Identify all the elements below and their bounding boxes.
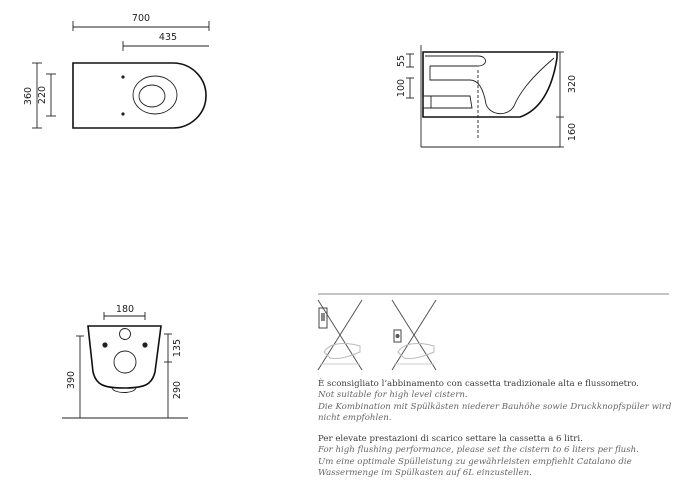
bowl-opening (139, 85, 165, 107)
push-valve-not-recommended-icon (392, 300, 436, 370)
dim-rim-height: 320 (567, 74, 578, 94)
front-view (62, 304, 188, 418)
dim-front-upper: 135 (172, 338, 183, 358)
installation-notes (318, 379, 678, 479)
dim-flush-inlet: 55 (396, 54, 407, 68)
bowl-front (88, 326, 161, 388)
dim-front-lower: 290 (172, 380, 183, 400)
dim-top-height: 360 (23, 86, 34, 106)
dim-outlet-height: 100 (396, 78, 407, 98)
outlet-hole (114, 351, 136, 373)
note-it-1: È sconsigliato l’abbinamento con cassetta tradizionale alta e flussometro. (318, 379, 639, 389)
seat-ring (133, 76, 177, 114)
note-de-2b: Wassermenge im Spülkasten auf 6L einzustellen. (318, 468, 532, 479)
note-en-1: Not suitable for high level cistern. (318, 390, 468, 401)
top-view (23, 13, 209, 128)
dim-front-total: 390 (66, 370, 77, 390)
dim-front-width: 180 (115, 304, 135, 315)
bowl-outline (73, 63, 206, 128)
side-view (396, 45, 578, 147)
note-de-2a: Um eine optimale Spülleistung zu gewährleisten empfiehlt Catalano die (318, 456, 632, 467)
fixing-hole (102, 342, 107, 347)
bowl-profile (423, 52, 557, 117)
high-cistern-not-recommended-icon (318, 300, 362, 370)
fixing-hole (121, 112, 124, 115)
fixing-hole (121, 75, 124, 78)
dim-floor-offset: 160 (567, 122, 578, 142)
note-de-1a: Die Kombination mit Spülkästen niederer Bauhöhe sowie Druckknopfspüler wird (318, 401, 672, 412)
note-en-2: For high flushing performance, please set the cistern to 6 liters per flush. (318, 445, 639, 456)
dim-top-width: 700 (131, 13, 151, 24)
note-it-2: Per elevate prestazioni di scarico settare la cassetta a 6 litri. (318, 434, 583, 445)
note-de-1b: nicht empfohlen. (318, 412, 392, 423)
fixing-hole (142, 342, 147, 347)
dim-top-partial: 435 (158, 32, 178, 43)
dim-top-inner: 220 (37, 85, 48, 105)
flush-inlet-hole (120, 329, 131, 340)
